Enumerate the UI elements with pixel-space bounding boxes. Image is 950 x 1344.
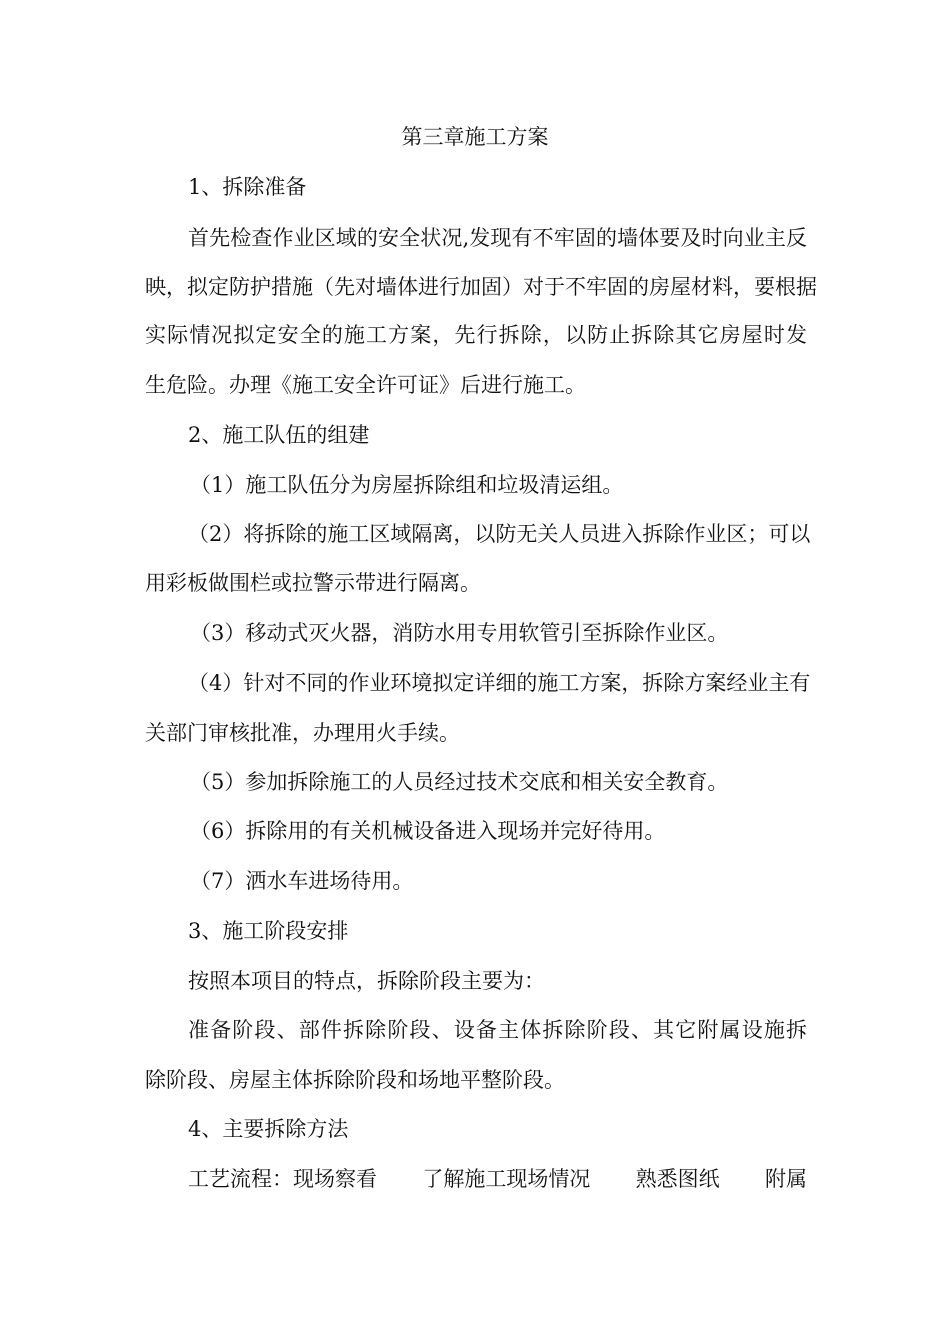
flow-step: 工艺流程：现场察看 [188, 1167, 377, 1191]
paragraph-line: 生危险。办理《施工安全许可证》后进行施工。 [145, 373, 586, 397]
list-item: （6）拆除用的有关机械设备进入现场并完好待用。 [190, 819, 666, 843]
paragraph-line: 映，拟定防护措施（先对墙体进行加固）对于不牢固的房屋材料，要根据 [145, 275, 817, 299]
list-item: （2）将拆除的施工区域隔离，以防无关人员进入拆除作业区；可以 [188, 522, 811, 546]
paragraph-line: 除阶段、房屋主体拆除阶段和场地平整阶段。 [145, 1068, 565, 1092]
list-item: （5）参加拆除施工的人员经过技术交底和相关安全教育。 [190, 770, 729, 794]
flow-step: 了解施工现场情况 [422, 1167, 591, 1191]
flow-step: 熟悉图纸 [635, 1167, 720, 1191]
section-heading-2: 2、施工队伍的组建 [188, 423, 370, 447]
list-item: （1）施工队伍分为房屋拆除组和垃圾清运组。 [190, 473, 624, 497]
process-flow-line [188, 1164, 807, 1194]
paragraph-line: 实际情况拟定安全的施工方案，先行拆除，以防止拆除其它房屋时发 [145, 323, 807, 347]
section-heading-1: 1、拆除准备 [188, 175, 307, 199]
list-item: （7）洒水车进场待用。 [190, 869, 414, 893]
chapter-title: 第三章施工方案 [401, 125, 549, 149]
list-item-continuation: 关部门审核批准，办理用火手续。 [145, 721, 460, 745]
paragraph-line: 准备阶段、部件拆除阶段、设备主体拆除阶段、其它附属设施拆 [188, 1018, 807, 1042]
flow-step: 附属 [764, 1167, 807, 1191]
paragraph-line: 首先检查作业区域的安全状况,发现有不牢固的墙体要及时向业主反 [188, 226, 807, 250]
list-item: （3）移动式灭火器，消防水用专用软管引至拆除作业区。 [190, 621, 729, 645]
list-item: （4）针对不同的作业环境拟定详细的施工方案，拆除方案经业主有 [188, 671, 811, 695]
section-heading-4: 4、主要拆除方法 [188, 1117, 349, 1141]
paragraph-line: 按照本项目的特点，拆除阶段主要为： [188, 969, 545, 993]
list-item-continuation: 用彩板做围栏或拉警示带进行隔离。 [145, 571, 481, 595]
section-heading-3: 3、施工阶段安排 [188, 919, 349, 943]
